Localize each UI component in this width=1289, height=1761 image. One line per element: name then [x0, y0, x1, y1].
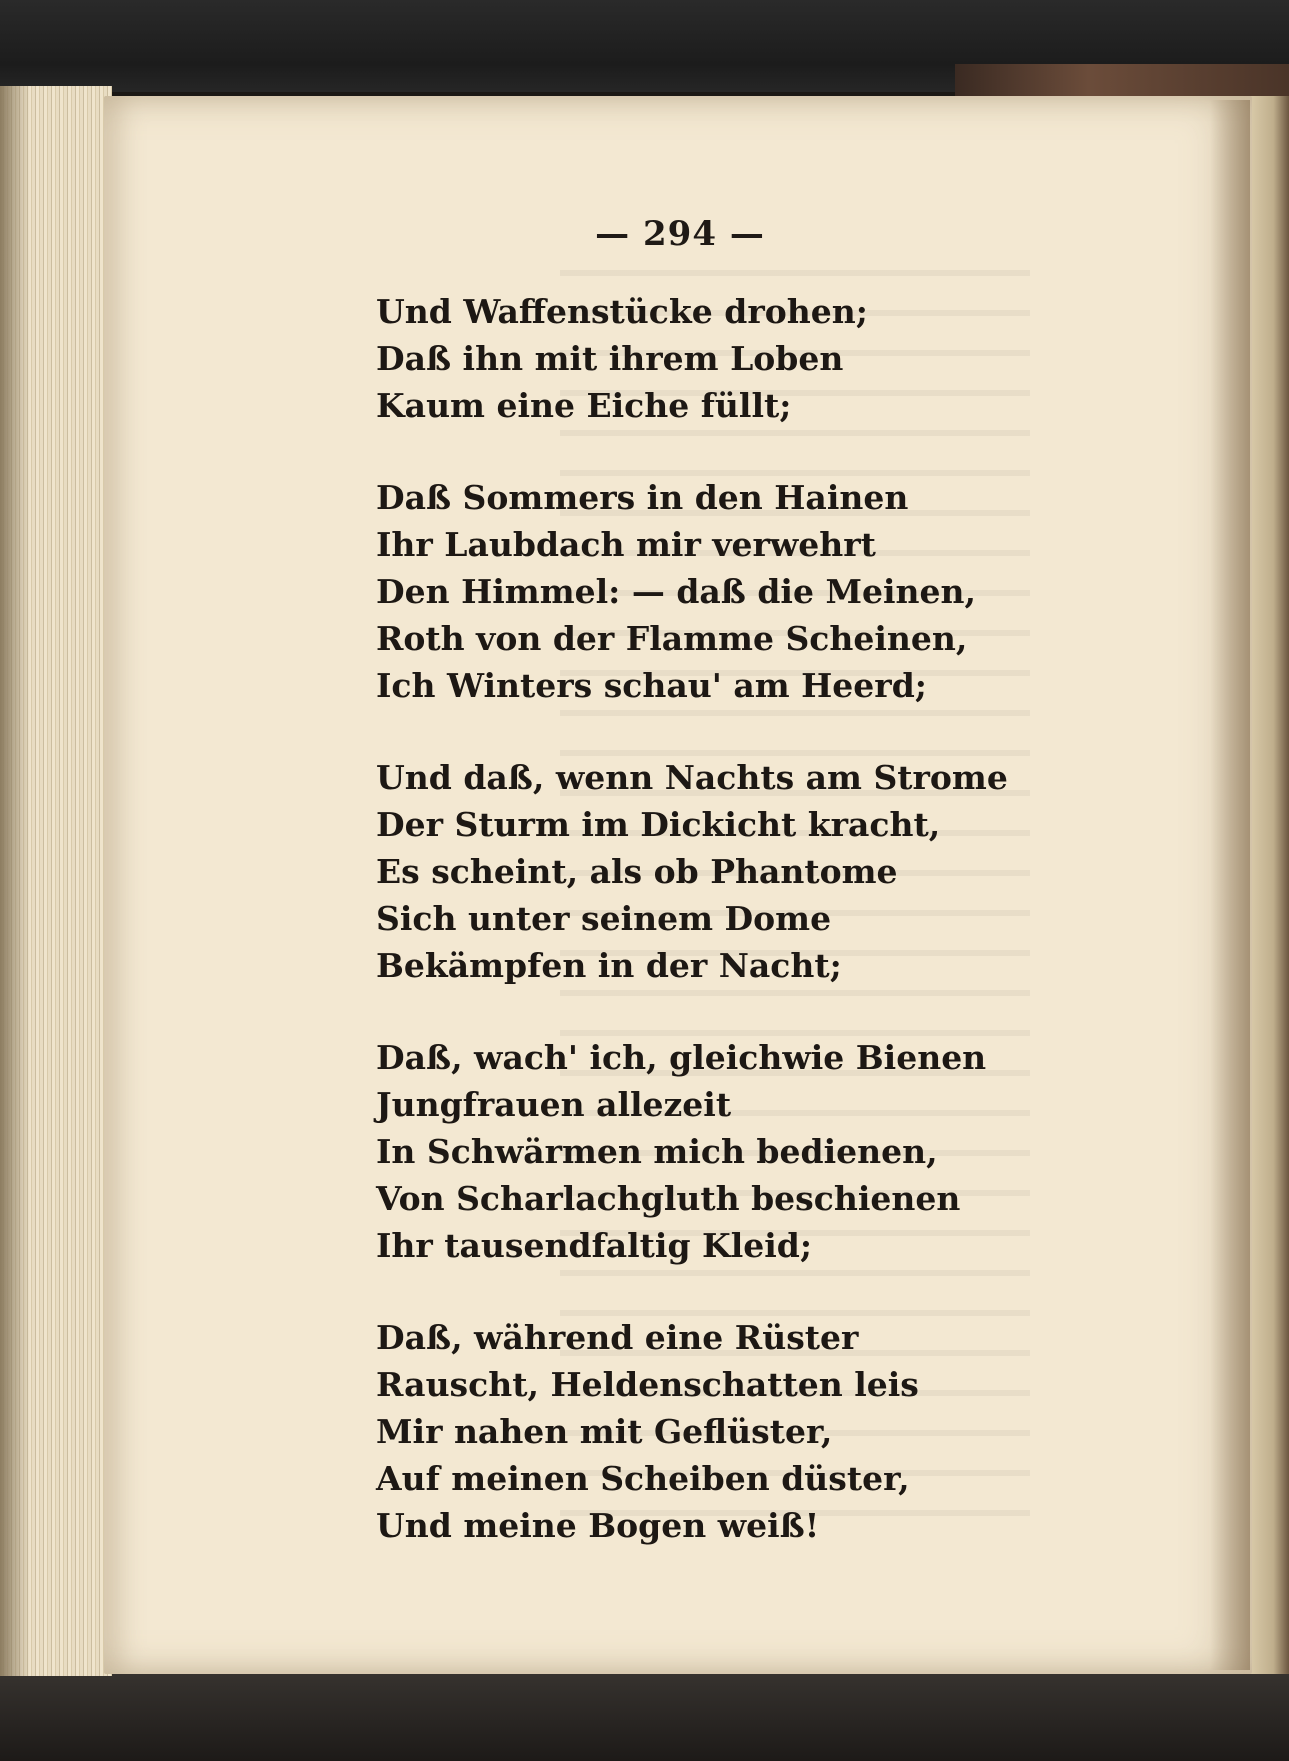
verse-line: Auf meinen Scheiben düster, — [376, 1459, 910, 1498]
verse-line: Daß Sommers in den Hainen — [376, 478, 909, 517]
page-edges-shadow — [0, 86, 30, 1676]
verse-line: Daß, wach' ich, gleichwie Bienen — [376, 1038, 987, 1077]
verse-line: Und daß, wenn Nachts am Strome — [376, 758, 1008, 797]
verse-line: Kaum eine Eiche füllt; — [376, 386, 792, 425]
verse-line: Sich unter seinem Dome — [376, 899, 832, 938]
verse-line: Rauscht, Heldenschatten leis — [376, 1365, 919, 1404]
stanza — [376, 1314, 1056, 1549]
verse-line: Ihr tausendfaltig Kleid; — [376, 1226, 813, 1265]
facing-page-sliver — [1250, 96, 1289, 1674]
gutter-shadow — [1210, 100, 1250, 1670]
poem-text — [376, 288, 1056, 1594]
book-cover-bottom — [0, 1660, 1289, 1761]
stanza — [376, 1034, 1056, 1269]
verse-line: Der Sturm im Dickicht kracht, — [376, 805, 941, 844]
verse-line: Ich Winters schau' am Heerd; — [376, 666, 927, 705]
verse-line: In Schwärmen mich bedienen, — [376, 1132, 938, 1171]
verse-line: Ihr Laubdach mir verwehrt — [376, 525, 876, 564]
verse-line: Jungfrauen allezeit — [376, 1085, 732, 1124]
verse-line: Daß, während eine Rüster — [376, 1318, 859, 1357]
verse-line: Es scheint, als ob Phantome — [376, 852, 898, 891]
stanza — [376, 474, 1056, 709]
stanza — [376, 288, 1056, 429]
verse-line: Den Himmel: — daß die Meinen, — [376, 572, 976, 611]
verse-line: Bekämpfen in der Nacht; — [376, 946, 842, 985]
verse-line: Roth von der Flamme Scheinen, — [376, 619, 968, 658]
verse-line: Von Scharlachgluth beschienen — [376, 1179, 961, 1218]
stanza — [376, 754, 1056, 989]
verse-line: Mir nahen mit Geflüster, — [376, 1412, 833, 1451]
verse-line: Und meine Bogen weiß! — [376, 1506, 820, 1545]
verse-line: Daß ihn mit ihrem Loben — [376, 339, 844, 378]
page-number: — 294 — — [595, 214, 765, 254]
verse-line: Und Waffenstücke drohen; — [376, 292, 868, 331]
